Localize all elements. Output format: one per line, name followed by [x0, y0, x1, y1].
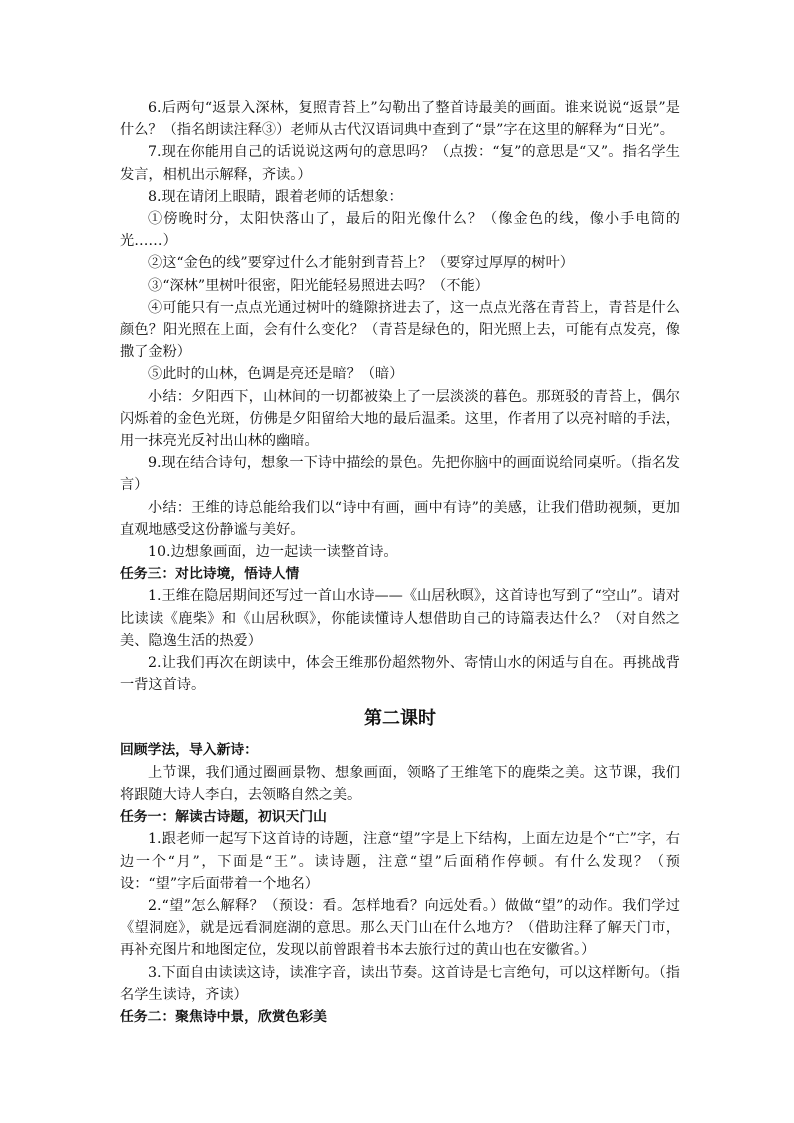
paragraph-step-6: 6.后两句“返景入深林，复照青苔上”勾勒出了整首诗最美的画面。谁来说说“返景”是什么？（指名朗读注释③）老师从古代汉语词典中查到了“景”字在这里的解释为“日光”。: [120, 100, 680, 139]
paragraph-task3-2: 2.让我们再次在朗读中，体会王维那份超然物外、寄情山水的闲适与自在。再挑战背一背这首诗。: [120, 655, 680, 694]
paragraph-task3-1: 1.王维在隐居期间还写过一首山水诗——《山居秋暝》，这首诗也写到了“空山”。请对比读读《鹿柴》和《山居秋暝》，你能读懂诗人想借助自己的诗篇表达什么？（对自然之美、隐逸生活的热爱）: [120, 588, 680, 649]
paragraph-imagine-4: ④可能只有一点点光通过树叶的缝隙挤进去了，这一点点光落在青苔上，青苔是什么颜色？阳光照在上面，会有什么变化？（青苔是绿色的，阳光照上去，可能有点发亮，像撒了金粉）: [120, 299, 680, 361]
paragraph-imagine-5: ⑤此时的山林，色调是亮还是暗？（暗）: [148, 366, 404, 383]
paragraph-imagine-3: ③“深林”里树叶很密，阳光能轻易照进去吗？（不能）: [148, 277, 489, 294]
paragraph-review: 上节课，我们通过圈画景物、想象画面，领略了王维笔下的鹿柴之美。这节课，我们将跟随大诗人李白，去领略自然之美。: [120, 764, 680, 803]
document-page: [120, 97, 680, 1028]
paragraph-step-8: 8.现在请闭上眼睛，跟着老师的话想象：: [148, 188, 403, 205]
task3-heading: 任务三：对比诗境，悟诗人情: [120, 566, 300, 583]
paragraph-task1-1: 1.跟老师一起写下这首诗的诗题，注意“望”字是上下结构，上面左边是个“亡”字，右边一个“月”，下面是“王”。读诗题，注意“望”后面稍作停顿。有什么发现？（预设：“望”字后面带着一个地名）: [120, 831, 680, 892]
review-heading: 回顾学法，导入新诗：: [120, 742, 258, 759]
paragraph-imagine-1: ①傍晚时分，太阳快落山了，最后的阳光像什么？（像金色的线，像小手电筒的光……）: [120, 211, 680, 250]
paragraph-step-9: 9.现在结合诗句，想象一下诗中描绘的景色。先把你脑中的画面说给同桌听。（指名发言）: [120, 455, 680, 494]
paragraph-summary-1: 小结：夕阳西下，山林间的一切都被染上了一层淡淡的暮色。那斑驳的青苔上，偶尔闪烁着的金色光斑，仿佛是夕阳留给大地的最后温柔。这里，作者用了以亮衬暗的手法，用一抹亮光反衬出山林的幽暗。: [120, 388, 680, 450]
lesson2-title: 第二课时: [364, 708, 436, 730]
paragraph-task1-2: 2.“望”怎么解释？（预设：看。怎样地看？向远处看。）做做“望”的动作。我们学过《望洞庭》，就是远看洞庭湖的意思。那么天门山在什么地方？（借助注释了解天门市，再补充图片和地图定位，发现以前曾跟着书本去旅行过的黄山也在安徽省。）: [120, 897, 680, 959]
task1-heading: 任务一：解读古诗题，初识天门山: [120, 809, 327, 826]
paragraph-step-10: 10.边想象画面，边一起读一读整首诗。: [148, 544, 398, 561]
paragraph-task1-3: 3.下面自由读读这诗，读准字音，读出节奏。这首诗是七言绝句，可以这样断句。（指名学生读诗，齐读）: [120, 964, 680, 1003]
paragraph-step-7: 7.现在你能用自己的话说说这两句的意思吗？（点拨：“复”的意思是“又”。指名学生发言，相机出示解释，齐读。）: [120, 144, 680, 183]
task2-heading: 任务二：聚焦诗中景，欣赏色彩美: [120, 1008, 327, 1025]
paragraph-imagine-2: ②这“金色的线”要穿过什么才能射到青苔上？（要穿过厚厚的树叶）: [148, 255, 574, 272]
paragraph-summary-2: 小结：王维的诗总能给我们以“诗中有画，画中有诗”的美感，让我们借助视频，更加直观地感受这份静谧与美好。: [120, 499, 680, 538]
